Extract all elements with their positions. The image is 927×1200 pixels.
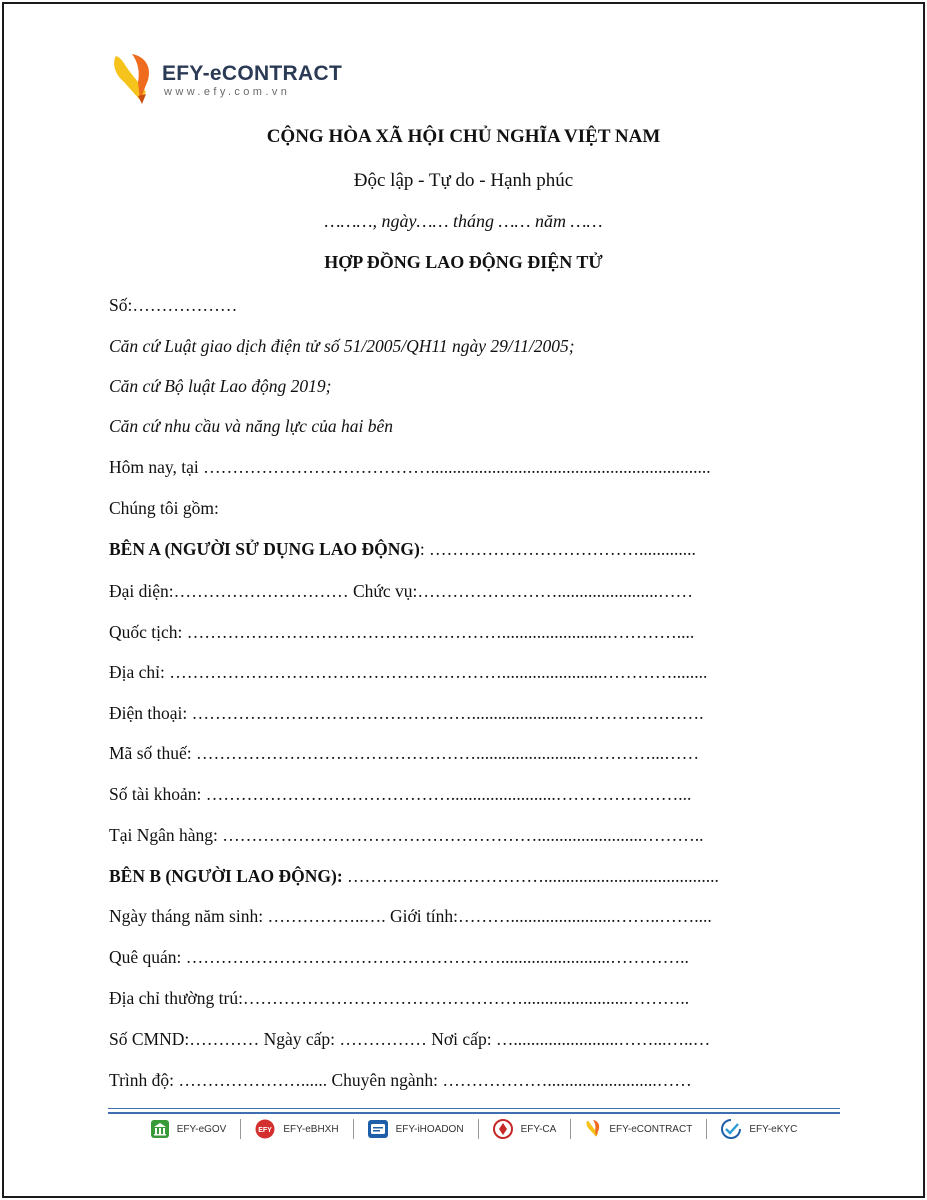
bank-account-line: Số tài khoản: ……………………………………........................…………………... (109, 784, 692, 804)
product-footer (108, 1116, 840, 1142)
logo-brand-text: EFY-eCONTRACT (162, 62, 343, 85)
party-a-label: BÊN A (NGƯỜI SỬ DỤNG LAO ĐỘNG) (109, 539, 420, 559)
address-a-line: Địa chỉ: ………………………………………………….......................…………........ (109, 662, 708, 682)
footer-label-econtract: EFY-eCONTRACT (609, 1123, 693, 1135)
pen-nib-logo-icon (110, 52, 154, 106)
tax-code-line: Mã số thuế: …………………………………………........................…………...…… (109, 743, 700, 763)
pen-nib-small-icon (585, 1119, 601, 1139)
certificate-authority-icon (493, 1119, 513, 1139)
permanent-address-line: Địa chỉ thường trú:…………………………………………........................……….. (109, 988, 690, 1008)
footer-label-ekyc: EFY-eKYC (749, 1123, 798, 1135)
contract-title: HỢP ĐỒNG LAO ĐỘNG ĐIỆN TỬ (324, 252, 603, 272)
parties-intro: Chúng tôi gồm: (109, 498, 219, 518)
footer-item-ihoadon (354, 1119, 479, 1139)
location-line: Hôm nay, tại …………………………………................................................................ (109, 457, 711, 477)
nation-heading: CỘNG HÒA XÃ HỘI CHỦ NGHĨA VIỆT NAM (266, 126, 661, 147)
bank-line: Tại Ngân hàng: ………………………………………………........................……….. (109, 825, 704, 845)
footer-label-egov: EFY-eGOV (176, 1123, 227, 1135)
footer-item-ca (479, 1119, 572, 1139)
footer-item-ebhxh (241, 1119, 353, 1139)
party-a-dots: : ………………………………............. (419, 539, 696, 559)
date-line: ………, ngày…… tháng …… năm …… (324, 211, 603, 231)
footer-item-ekyc (707, 1119, 811, 1139)
birthdate-gender-line: Ngày tháng năm sinh: ……………..…. Giới tính:………........................……..…….... (109, 906, 712, 926)
footer-label-ebhxh: EFY-eBHXH (283, 1123, 339, 1135)
party-a-heading (109, 539, 696, 559)
government-building-icon (151, 1120, 169, 1138)
motto: Độc lập - Tự do - Hạnh phúc (353, 170, 574, 191)
efy-round-badge-icon (255, 1119, 275, 1139)
hometown-line: Quê quán: ……………………………………………….........................………….. (109, 947, 689, 967)
representative-line: Đại diện:………………………… Chức vụ:…………………….......................…… (109, 581, 694, 601)
svg-text:EFY: EFY (258, 1127, 273, 1134)
party-b-dots: ……………….……………........................................ (342, 866, 719, 886)
phone-line: Điện thoại: …………………………………………........................…………………. (109, 703, 704, 723)
footer-item-econtract (571, 1119, 707, 1139)
legal-basis-2: Căn cứ Bộ luật Lao động 2019; (109, 376, 332, 396)
invoice-badge-icon (368, 1120, 388, 1138)
party-b-label: BÊN B (NGƯỜI LAO ĐỘNG): (109, 866, 343, 886)
footer-label-ca: EFY-CA (520, 1123, 557, 1135)
legal-basis-3: Căn cứ nhu cầu và năng lực của hai bên (109, 416, 393, 436)
footer-label-ihoadon: EFY-iHOADON (395, 1123, 464, 1135)
verified-check-icon (721, 1119, 741, 1139)
education-line: Trình độ: …………………...... Chuyên ngành: ……………….........................…… (109, 1070, 692, 1090)
footer-divider-thin (108, 1108, 840, 1109)
party-b-heading (109, 866, 719, 886)
id-card-line: Số CMND:………… Ngày cấp: …………… Nơi cấp: …........................……...…..… (109, 1029, 711, 1049)
footer-divider-thick (108, 1112, 840, 1114)
footer-item-egov (137, 1119, 242, 1139)
nationality-a-line: Quốc tịch: ………………………………………………........................………….... (109, 622, 695, 642)
efy-econtract-logo (110, 52, 350, 106)
contract-number: Số:……………… (109, 295, 238, 315)
logo-url-text: www.efy.com.vn (164, 86, 291, 98)
legal-basis-1: Căn cứ Luật giao dịch điện tử số 51/2005/QH11 ngày 29/11/2005; (109, 336, 575, 356)
